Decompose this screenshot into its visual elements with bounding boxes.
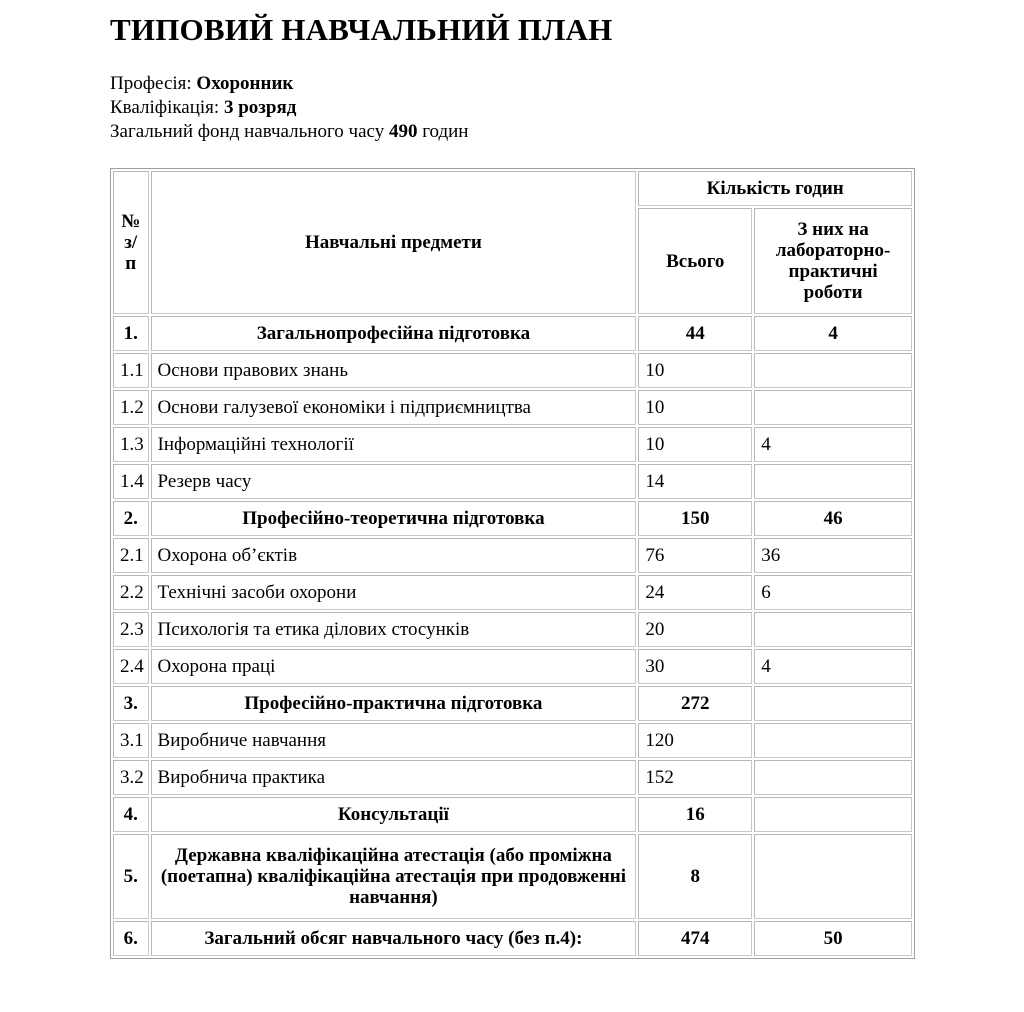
- row-lab-hours: 4: [754, 649, 912, 684]
- row-total-hours: 152: [638, 760, 752, 795]
- row-lab-hours: 46: [754, 501, 912, 536]
- row-lab-hours: 6: [754, 575, 912, 610]
- row-number: 2.4: [113, 649, 149, 684]
- section-row: [113, 316, 912, 351]
- row-total-hours: 76: [638, 538, 752, 573]
- row-subject: Психологія та етика ділових стосунків: [151, 612, 637, 647]
- row-number: 1.4: [113, 464, 149, 499]
- row-lab-hours: 50: [754, 921, 912, 956]
- table-row: [113, 760, 912, 795]
- section-row: [113, 834, 912, 919]
- row-subject: Професійно-теоретична підготовка: [151, 501, 637, 536]
- row-subject: Охорона об’єктів: [151, 538, 637, 573]
- col-header-hours: Кількість годин: [638, 171, 912, 206]
- row-total-hours: 272: [638, 686, 752, 721]
- row-subject: Охорона праці: [151, 649, 637, 684]
- row-subject: Виробниче навчання: [151, 723, 637, 758]
- table-row: [113, 649, 912, 684]
- row-lab-hours: [754, 686, 912, 721]
- row-total-hours: 10: [638, 390, 752, 425]
- fund-value: 490: [388, 121, 418, 142]
- row-number: 3.: [113, 686, 149, 721]
- row-total-hours: 10: [638, 427, 752, 462]
- row-subject: Резерв часу: [151, 464, 637, 499]
- row-lab-hours: [754, 723, 912, 758]
- section-row: [113, 921, 912, 956]
- row-number: 3.1: [113, 723, 149, 758]
- row-total-hours: 10: [638, 353, 752, 388]
- qualification-value: 3 розряд: [223, 97, 297, 118]
- section-row: [113, 686, 912, 721]
- row-subject: Загальний обсяг навчального часу (без п.4):: [151, 921, 637, 956]
- row-number: 6.: [113, 921, 149, 956]
- row-subject: Державна кваліфікаційна атестація (або проміжна (поетапна) кваліфікаційна атестація при продовженні навчання): [151, 834, 637, 919]
- row-number: 2.: [113, 501, 149, 536]
- row-subject: Загальнопрофесійна підготовка: [151, 316, 637, 351]
- profession-value: Охоронник: [196, 73, 294, 94]
- row-number: 3.2: [113, 760, 149, 795]
- row-subject: Професійно-практична підготовка: [151, 686, 637, 721]
- row-number: 1.2: [113, 390, 149, 425]
- row-lab-hours: [754, 760, 912, 795]
- row-subject: Основи правових знань: [151, 353, 637, 388]
- row-total-hours: 20: [638, 612, 752, 647]
- qualification-label: Кваліфікація:: [110, 97, 224, 118]
- table-row: [113, 464, 912, 499]
- row-total-hours: 44: [638, 316, 752, 351]
- row-number: 2.3: [113, 612, 149, 647]
- row-lab-hours: [754, 612, 912, 647]
- table-row: [113, 427, 912, 462]
- table-row: [113, 538, 912, 573]
- profession-label: Професія:: [110, 73, 197, 94]
- row-subject: Консультації: [151, 797, 637, 832]
- fund-line: [110, 120, 468, 144]
- col-header-subjects: Навчальні предмети: [151, 171, 637, 314]
- fund-unit: годин: [417, 121, 469, 142]
- row-total-hours: 8: [638, 834, 752, 919]
- row-number: 5.: [113, 834, 149, 919]
- row-lab-hours: 36: [754, 538, 912, 573]
- section-row: [113, 501, 912, 536]
- col-header-lab: З них на лабораторно-практичні роботи: [754, 208, 912, 314]
- page-title: ТИПОВИЙ НАВЧАЛЬНИЙ ПЛАН: [110, 12, 613, 47]
- curriculum-table: [110, 168, 915, 959]
- row-number: 4.: [113, 797, 149, 832]
- plan-meta: [110, 72, 468, 144]
- row-number: 2.1: [113, 538, 149, 573]
- table-row: [113, 612, 912, 647]
- row-subject: Інформаційні технології: [151, 427, 637, 462]
- row-lab-hours: [754, 834, 912, 919]
- row-lab-hours: 4: [754, 316, 912, 351]
- qualification-line: [110, 96, 468, 120]
- row-subject: Виробнича практика: [151, 760, 637, 795]
- row-lab-hours: [754, 353, 912, 388]
- fund-label: Загальний фонд навчального часу: [110, 121, 389, 142]
- row-lab-hours: 4: [754, 427, 912, 462]
- row-total-hours: 150: [638, 501, 752, 536]
- row-total-hours: 120: [638, 723, 752, 758]
- row-number: 1.3: [113, 427, 149, 462]
- row-total-hours: 474: [638, 921, 752, 956]
- profession-line: [110, 72, 468, 96]
- col-header-num: № з/п: [113, 171, 149, 314]
- row-total-hours: 24: [638, 575, 752, 610]
- row-subject: Технічні засоби охорони: [151, 575, 637, 610]
- row-total-hours: 16: [638, 797, 752, 832]
- header-row-top: [113, 171, 912, 206]
- table-row: [113, 390, 912, 425]
- table-row: [113, 723, 912, 758]
- section-row: [113, 797, 912, 832]
- row-lab-hours: [754, 797, 912, 832]
- row-subject: Основи галузевої економіки і підприємництва: [151, 390, 637, 425]
- table-row: [113, 575, 912, 610]
- row-total-hours: 14: [638, 464, 752, 499]
- table-row: [113, 353, 912, 388]
- row-number: 1.1: [113, 353, 149, 388]
- col-header-total: Всього: [638, 208, 752, 314]
- row-number: 1.: [113, 316, 149, 351]
- table-body: [113, 316, 912, 956]
- row-lab-hours: [754, 390, 912, 425]
- row-lab-hours: [754, 464, 912, 499]
- row-total-hours: 30: [638, 649, 752, 684]
- row-number: 2.2: [113, 575, 149, 610]
